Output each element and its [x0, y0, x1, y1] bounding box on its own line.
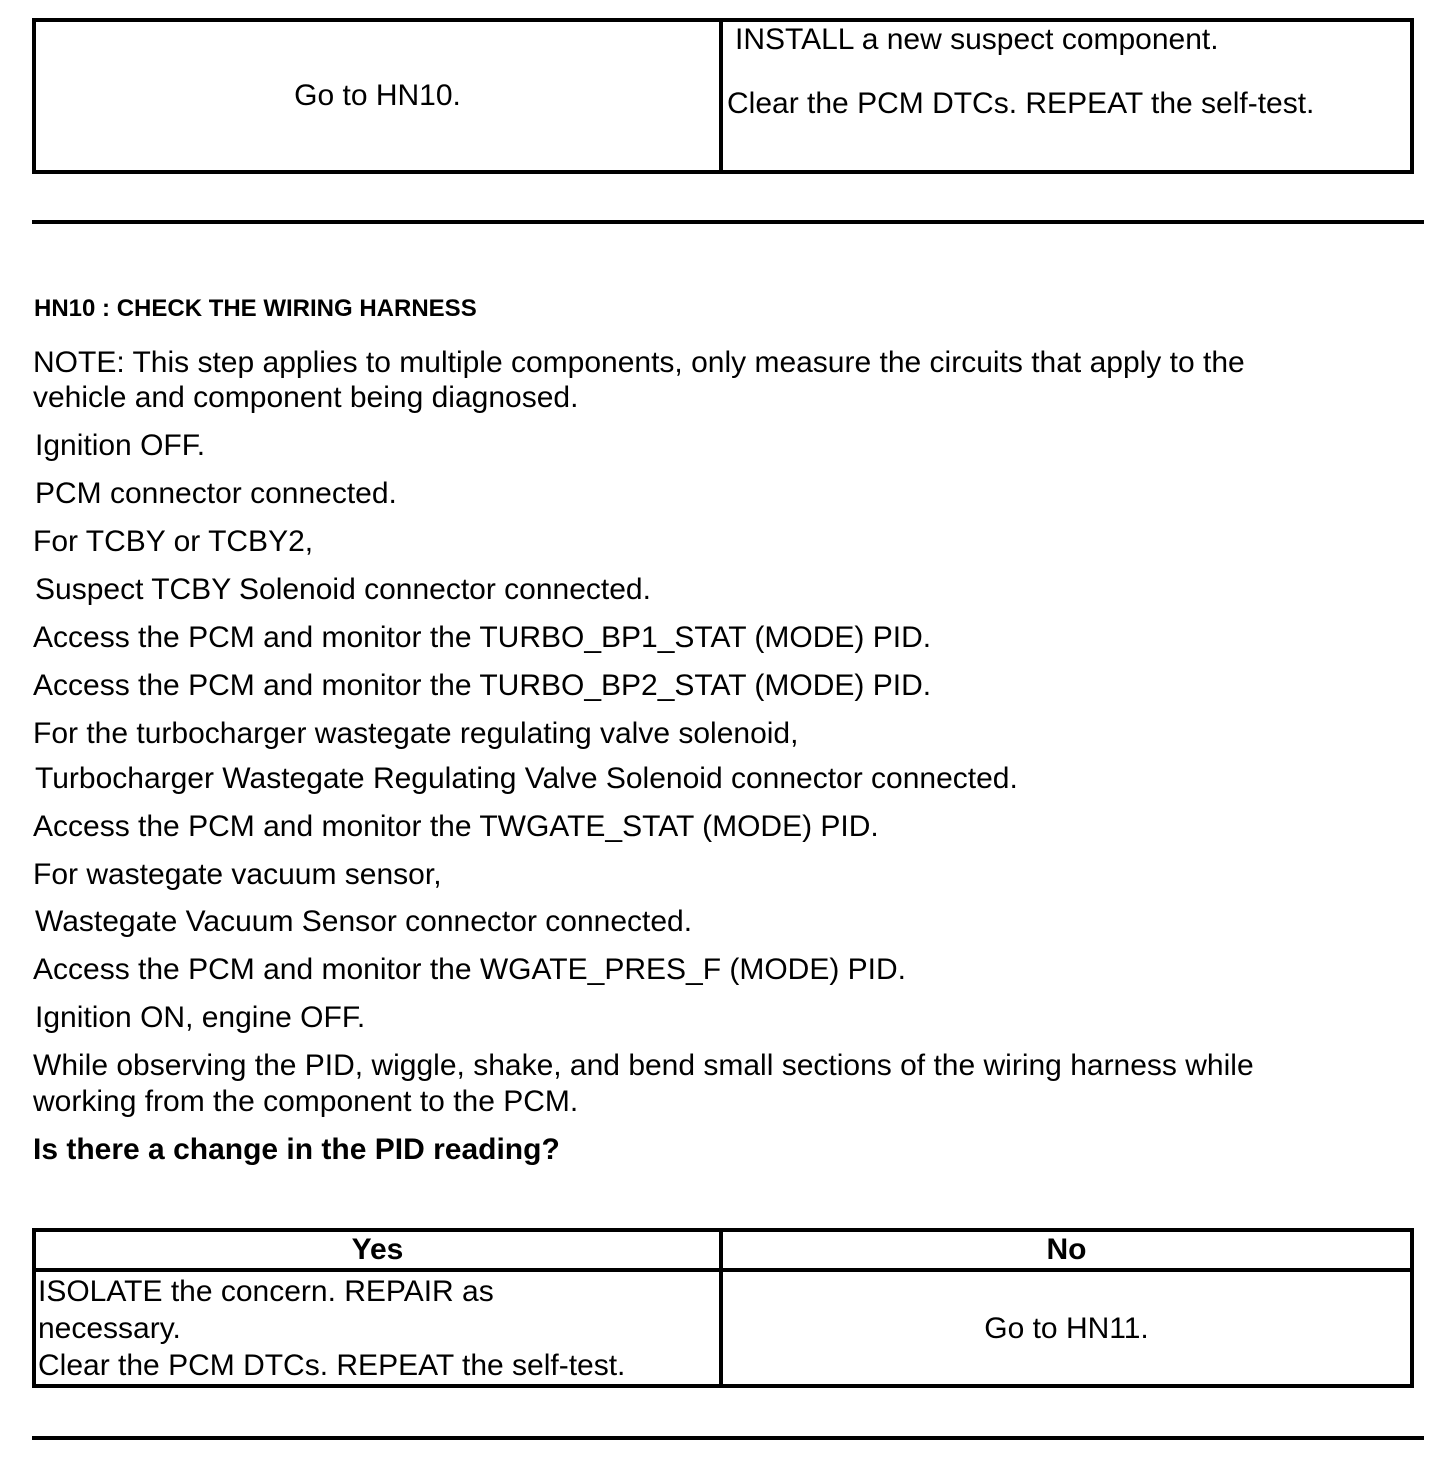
section-divider-bottom — [32, 1436, 1424, 1440]
step-line: Ignition ON, engine OFF. — [35, 1001, 366, 1034]
no-cell: Go to HN11. — [984, 1312, 1149, 1345]
step-line: For the turbocharger wastegate regulating valve solenoid, — [33, 717, 799, 750]
yes-header: Yes — [351, 1233, 404, 1266]
step-line: While observing the PID, wiggle, shake, and bend small sections of the wiring harness while — [33, 1049, 1254, 1082]
yes-cell-line2: necessary. — [38, 1312, 181, 1345]
step-line: For TCBY or TCBY2, — [33, 525, 314, 558]
step-line: Suspect TCBY Solenoid connector connected. — [35, 573, 651, 606]
step-line: Access the PCM and monitor the TURBO_BP1_STAT (MODE) PID. — [33, 621, 932, 654]
section-divider-top — [32, 220, 1424, 224]
yes-cell-line3: Clear the PCM DTCs. REPEAT the self-test. — [38, 1349, 626, 1382]
step-line: Access the PCM and monitor the TURBO_BP2_STAT (MODE) PID. — [33, 669, 932, 702]
top-table-right-line1: INSTALL a new suspect component. — [735, 23, 1219, 56]
step-line: Wastegate Vacuum Sensor connector connected. — [35, 905, 693, 938]
step-line: Access the PCM and monitor the TWGATE_STAT (MODE) PID. — [33, 810, 879, 843]
answer-table-header-rule — [32, 1268, 1414, 1272]
step-line: NOTE: This step applies to multiple components, only measure the circuits that apply to the — [33, 346, 1245, 379]
step-question: Is there a change in the PID reading? — [33, 1133, 560, 1166]
no-header: No — [1046, 1233, 1087, 1266]
step-line: working from the component to the PCM. — [33, 1085, 579, 1118]
step-line: PCM connector connected. — [35, 477, 397, 510]
step-line: For wastegate vacuum sensor, — [33, 858, 442, 891]
top-table-left-cell: Go to HN10. — [294, 79, 461, 112]
step-line: vehicle and component being diagnosed. — [33, 381, 579, 414]
step-line: Turbocharger Wastegate Regulating Valve Solenoid connector connected. — [35, 762, 1018, 795]
step-line: Ignition OFF. — [35, 429, 206, 462]
top-table-divider — [719, 18, 723, 174]
yes-cell-line1: ISOLATE the concern. REPAIR as — [38, 1275, 494, 1308]
step-line: Access the PCM and monitor the WGATE_PRES_F (MODE) PID. — [33, 953, 907, 986]
step-heading: HN10 : CHECK THE WIRING HARNESS — [34, 295, 477, 322]
top-table-right-line2: Clear the PCM DTCs. REPEAT the self-test. — [727, 87, 1315, 120]
